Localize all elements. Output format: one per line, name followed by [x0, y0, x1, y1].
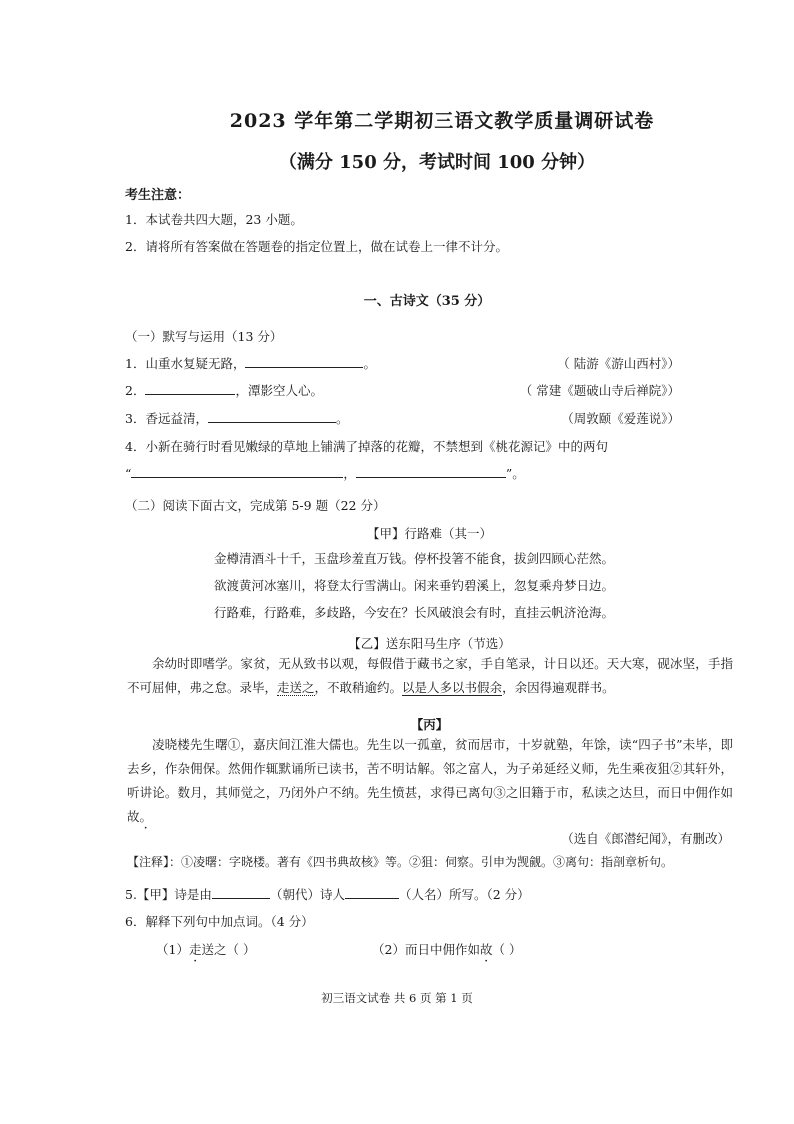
- q6-item2-dot-word: 故: [479, 942, 493, 957]
- bing-text: 凌晓楼先生曙①，嘉庆间江淮大儒也。先生以一孤童，贫而居市，十岁就塾，年馀，读“四子书”未毕，即去乡，作杂佣保。然佣作辄默诵所已读书，苦不明诂解。邻之富人，为子弟延经义师，先生乘夜狙②其轩外，听讲论。数月，其师觉之，乃闭外户不纳。先生愤甚，求得已离句③之旧籍于市，私读之达旦，而日中佣作如: [127, 737, 733, 800]
- bing-passage: [127, 733, 733, 829]
- q6-item-1: [156, 940, 255, 958]
- yi-text-c: ，余因得遍观群书。: [502, 680, 615, 695]
- notice-item-2: 2．请将所有答案做在答题卷的指定位置上，做在试卷上一律不计分。: [125, 239, 508, 254]
- yi-text-b: ，不敢稍逾约。: [314, 680, 403, 695]
- q4-blank-1[interactable]: [131, 464, 343, 478]
- q6-item2-prefix: （2）而日中佣作如: [372, 942, 480, 957]
- q5-blank-dynasty[interactable]: [212, 885, 270, 899]
- yi-underlined-sentence: 以是人多以书假余: [402, 680, 503, 695]
- q1-source: （ 陆游《游山西村》）: [557, 356, 680, 371]
- q1-blank[interactable]: [245, 354, 363, 368]
- question-2: [125, 381, 323, 399]
- bing-source: （选自《郎潜纪闻》，有删改）: [561, 831, 730, 846]
- question-3: [125, 409, 348, 427]
- q5-text-b: （朝代）诗人: [269, 887, 345, 902]
- yi-passage: [127, 652, 733, 700]
- bing-dot-char: 故: [127, 809, 140, 824]
- notice-item-1: 1．本试卷共四大题，23 小题。: [125, 212, 303, 227]
- jia-line-2: 欲渡黄河冰塞川，将登太行雪满山。闲来垂钓碧溪上，忽复乘舟梦日边。: [214, 578, 615, 593]
- q6-item1-answer[interactable]: 送之（ ）: [201, 942, 256, 957]
- part2-heading: （二）阅读下面古文，完成第 5-9 题（22 分）: [125, 498, 386, 513]
- exam-title: 2023 学年第二学期初三语文教学质量调研试卷: [229, 110, 655, 132]
- q2-blank[interactable]: [145, 381, 235, 395]
- part1-heading: （一）默写与运用（13 分）: [125, 329, 283, 344]
- bing-text-end: 。: [139, 809, 153, 824]
- jia-line-1: 金樽清酒斗十千，玉盘珍羞直万钱。停杯投箸不能食，拔剑四顾心茫然。: [214, 551, 615, 566]
- question-6: 6．解释下列句中加点词。（4 分）: [125, 914, 314, 929]
- q6-item2-answer[interactable]: （ ）: [492, 942, 522, 957]
- q6-item-2: [372, 940, 521, 958]
- bing-note: 【注释】：①凌曙：字晓楼。著有《四书典故核》等。②狙：伺察。引申为觊觎。③离句：指剖章析句。: [127, 855, 674, 869]
- section-heading-classical: 一、古诗文（35 分）: [363, 294, 491, 309]
- question-4-line-1: 4．小新在骑行时看见嫩绿的草地上铺满了掉落的花瓣，不禁想到《桃花源记》中的两句: [125, 439, 608, 454]
- q4-blank-2[interactable]: [356, 464, 506, 478]
- q6-item1-prefix: （1）: [156, 942, 189, 957]
- q5-blank-poet[interactable]: [345, 885, 399, 899]
- q4-comma: ，: [343, 466, 356, 481]
- question-1: [125, 354, 376, 372]
- q3-number: 3．: [125, 411, 146, 426]
- q1-number: 1．: [125, 356, 146, 371]
- question-4-line-2: [125, 464, 525, 482]
- yi-title: 【乙】送东阳马生序（节选）: [348, 636, 511, 651]
- question-5: [125, 885, 530, 903]
- q3-source: （周敦颐《爱莲说》）: [561, 411, 680, 426]
- q2-number: 2．: [125, 383, 146, 398]
- q1-after: 。: [363, 356, 376, 371]
- page-footer: 初三语文试卷 共 6 页 第 1 页: [321, 991, 473, 1005]
- q4-open-quote: “: [125, 466, 132, 481]
- yi-dot-word: 走送之: [277, 680, 315, 695]
- bing-title: 【丙】: [410, 717, 449, 732]
- q3-before: 香远益清，: [145, 411, 208, 426]
- q3-after: 。: [335, 411, 349, 426]
- q2-source: （ 常建《题破山寺后禅院》）: [519, 383, 680, 398]
- yi-text-a: 余幼时即嗜学。家贫，无从致书以观，每假借于藏书之家，手自笔录，计日以还。天大寒，砚冰坚，手指不可屈伸，弗之怠。录毕，: [127, 656, 733, 695]
- q5-text-a: 5.【甲】诗是由: [125, 887, 212, 902]
- q4-close-quote: ”。: [505, 466, 525, 481]
- q3-blank[interactable]: [208, 409, 336, 423]
- jia-line-3: 行路难，行路难，多歧路，今安在？长风破浪会有时，直挂云帆济沧海。: [214, 605, 615, 620]
- jia-title: 【甲】行路难（其一）: [366, 526, 492, 541]
- q1-before: 山重水复疑无路，: [145, 356, 246, 371]
- q2-after: ，潭影空人心。: [235, 383, 323, 398]
- exam-subtitle: （满分 150 分，考试时间 100 分钟）: [278, 152, 596, 173]
- notice-heading: 考生注意：: [125, 188, 191, 203]
- q5-text-c: （人名）所写。（2 分）: [398, 887, 530, 902]
- q6-item1-dot-word: 走: [188, 942, 202, 957]
